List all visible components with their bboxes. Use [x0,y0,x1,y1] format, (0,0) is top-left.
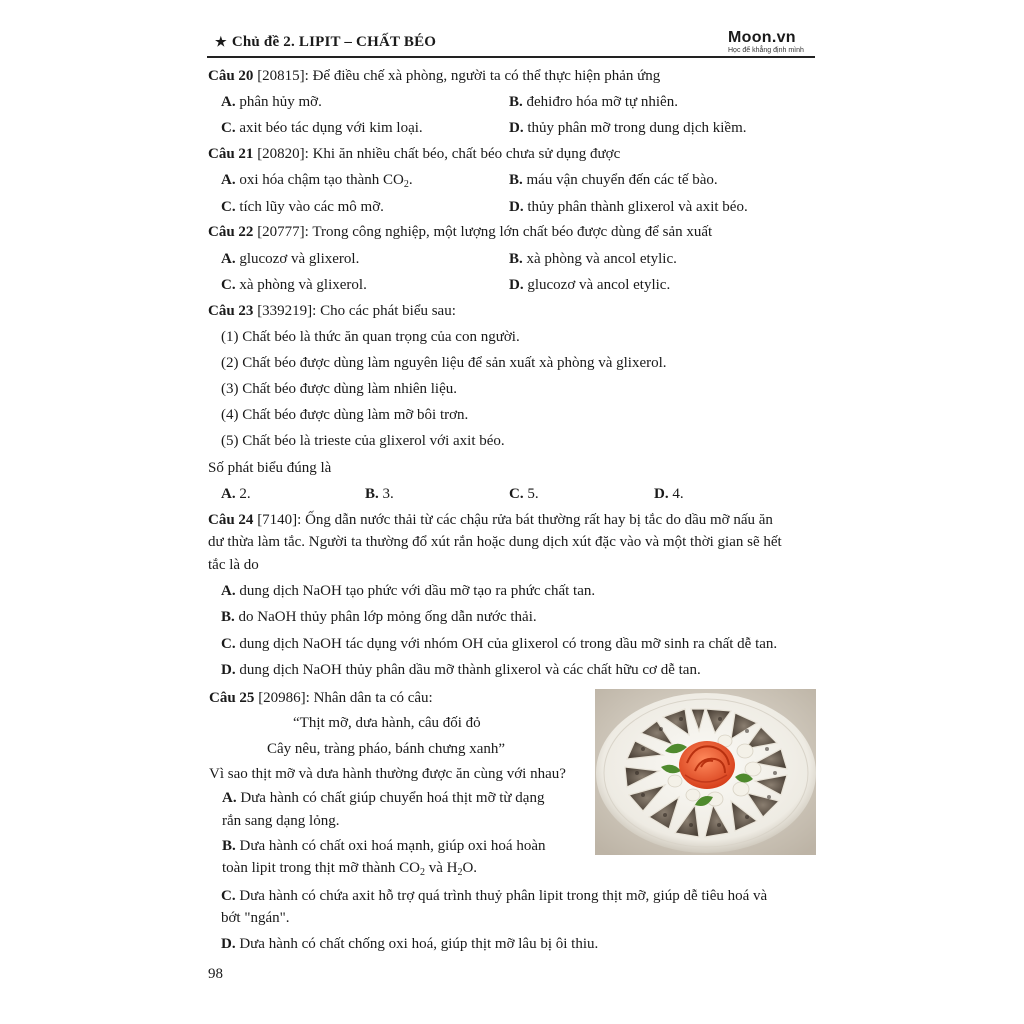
option-letter: B. [222,838,236,854]
poem-line-2: Cây nêu, tràng pháo, bánh chưng xanh” [267,741,506,757]
option-text: Dưa hành có chứa axit hỗ trợ quá trình thuỷ phân lipit trong thịt mỡ, giúp dễ tiêu hoá và [235,888,768,904]
option-letter: A. [221,583,236,599]
option-text-end: . [408,172,413,188]
option-b [221,607,537,627]
option-text: xà phòng và glixerol. [235,277,367,293]
option-b [509,249,677,269]
option-letter: D. [509,120,524,136]
option-letter: C. [221,120,236,136]
subscript: 2 [419,867,425,878]
question-24 [208,510,773,530]
question-23 [208,301,456,321]
option-d [654,484,684,504]
option-text: 4. [668,486,684,502]
option-text: phân hủy mỡ. [235,94,322,110]
question-text: [7140]: Ống dẫn nước thải từ các chậu rửa bát thường rất hay bị tắc do dầu mỡ nấu ăn [253,512,773,528]
question-text: [20777]: Trong công nghiệp, một lượng lớn chất béo được dùng để sản xuất [253,224,713,240]
option-c [221,275,367,295]
option-letter: A. [222,790,237,806]
option-text: Dưa hành có chất oxi hoá mạnh, giúp oxi hoá hoàn [235,838,546,854]
option-text: xà phòng và ancol etylic. [522,251,677,267]
option-text: dung dịch NaOH tạo phức với dầu mỡ tạo ra phức chất tan. [235,583,596,599]
question-prompt: Vì sao thịt mỡ và dưa hành thường được ăn cùng với nhau? [209,766,566,782]
option-b [509,92,678,112]
option-text: máu vận chuyển đến các tế bào. [522,172,718,188]
option-letter: A. [221,486,236,502]
question-label: Câu 25 [209,690,255,706]
question-label: Câu 21 [208,146,254,162]
option-a-line-2: rắn sang dạng lỏng. [222,813,340,829]
option-c [221,634,777,654]
option-text: toàn lipit trong thịt mỡ thành CO [222,860,420,876]
option-text: đehiđro hóa mỡ tự nhiên. [522,94,678,110]
option-c [221,118,423,138]
option-letter: B. [509,94,523,110]
question-20 [208,66,660,86]
question-text: [20820]: Khi ăn nhiều chất béo, chất béo chưa sử dụng được [253,146,621,162]
question-label: Câu 24 [208,512,254,528]
option-letter: D. [221,662,236,678]
question-25 [209,688,433,708]
option-letter: A. [221,251,236,267]
option-text: axit béo tác dụng với kim loại. [235,120,423,136]
option-c [221,886,767,906]
publisher-logo [728,29,824,54]
question-text-line-2: dư thừa làm tắc. Người ta thường đổ xút rắn hoặc dung dịch xút đặc vào và một thời gian sẽ hết [208,534,782,550]
option-letter: D. [221,936,236,952]
option-letter: A. [221,94,236,110]
option-text: thủy phân mỡ trong dung dịch kiềm. [523,120,747,136]
option-text: và H [424,860,458,876]
option-letter: C. [509,486,524,502]
option-c-line-2: bớt "ngán". [221,910,290,926]
option-letter: D. [654,486,669,502]
question-text: [20986]: Nhân dân ta có câu: [254,690,433,706]
option-text: do NaOH thủy phân lớp mỏng ống dẫn nước thải. [234,609,537,625]
question-21 [208,144,620,164]
option-text: dung dịch NaOH thủy phân dầu mỡ thành glixerol và các chất hữu cơ dễ tan. [235,662,701,678]
statement-5: (5) Chất béo là trieste của glixerol với axit béo. [221,433,505,449]
option-b [365,484,394,504]
option-d [221,660,701,680]
question-text: [20815]: Để điều chế xà phòng, người ta có thể thực hiện phản ứng [253,68,661,84]
option-letter: B. [365,486,379,502]
logo-name: Moon.vn [728,29,796,46]
chapter-heading [215,34,436,51]
option-letter: C. [221,277,236,293]
option-text: Dưa hành có chất giúp chuyển hoá thịt mỡ từ dạng [236,790,545,806]
option-text: 3. [378,486,394,502]
option-letter: D. [509,199,524,215]
option-d [509,118,747,138]
option-text: 2. [235,486,251,502]
logo-tagline: Học để khẳng định mình [728,47,804,54]
option-text: tích lũy vào các mô mỡ. [235,199,384,215]
question-text-line-3: tắc là do [208,557,259,573]
option-c [221,197,384,217]
option-letter: B. [509,172,523,188]
option-text: glucozơ và ancol etylic. [523,277,671,293]
question-label: Câu 20 [208,68,254,84]
option-b-line-2 [222,858,477,878]
poem-line-1: “Thịt mỡ, dưa hành, câu đối đỏ [293,715,481,731]
option-a [221,484,251,504]
question-prompt: Số phát biểu đúng là [208,460,332,476]
statement-2: (2) Chất béo được dùng làm nguyên liệu để sản xuất xà phòng và glixerol. [221,355,667,371]
question-label: Câu 23 [208,303,254,319]
option-letter: B. [509,251,523,267]
statement-1: (1) Chất béo là thức ăn quan trọng của con người. [221,329,520,345]
option-a [221,581,595,601]
option-text: 5. [523,486,539,502]
option-text: dung dịch NaOH tác dụng với nhóm OH của glixerol có trong dầu mỡ sinh ra chất dễ tan. [235,636,778,652]
page-number: 98 [208,966,223,982]
question-22 [208,222,712,242]
option-text: thủy phân thành glixerol và axit béo. [523,199,748,215]
option-letter: C. [221,888,236,904]
option-d [509,197,748,217]
option-b [509,170,718,190]
option-text: oxi hóa chậm tạo thành CO [235,172,404,188]
option-d [221,934,598,954]
option-letter: A. [221,172,236,188]
option-a [221,92,322,112]
option-c [509,484,539,504]
option-text: Dưa hành có chất chống oxi hoá, giúp thịt mỡ lâu bị ôi thiu. [235,936,599,952]
option-text: O. [462,860,478,876]
header-divider [207,56,815,58]
option-a [221,249,359,269]
option-a [221,170,413,190]
subscript: 2 [457,867,463,878]
option-letter: C. [221,199,236,215]
dish-illustration [595,689,816,855]
option-d [509,275,670,295]
subscript: 2 [403,179,409,190]
option-b [222,836,546,856]
option-letter: D. [509,277,524,293]
statement-3: (3) Chất béo được dùng làm nhiên liệu. [221,381,458,397]
star-icon: ★ [215,34,227,49]
question-label: Câu 22 [208,224,254,240]
chapter-title: Chủ đề 2. LIPIT – CHẤT BÉO [231,34,437,50]
option-letter: C. [221,636,236,652]
question-text: [339219]: Cho các phát biểu sau: [253,303,456,319]
option-text: glucozơ và glixerol. [235,251,360,267]
option-a [222,788,544,808]
dish-photo [595,689,816,855]
statement-4: (4) Chất béo được dùng làm mỡ bôi trơn. [221,407,469,423]
option-letter: B. [221,609,235,625]
